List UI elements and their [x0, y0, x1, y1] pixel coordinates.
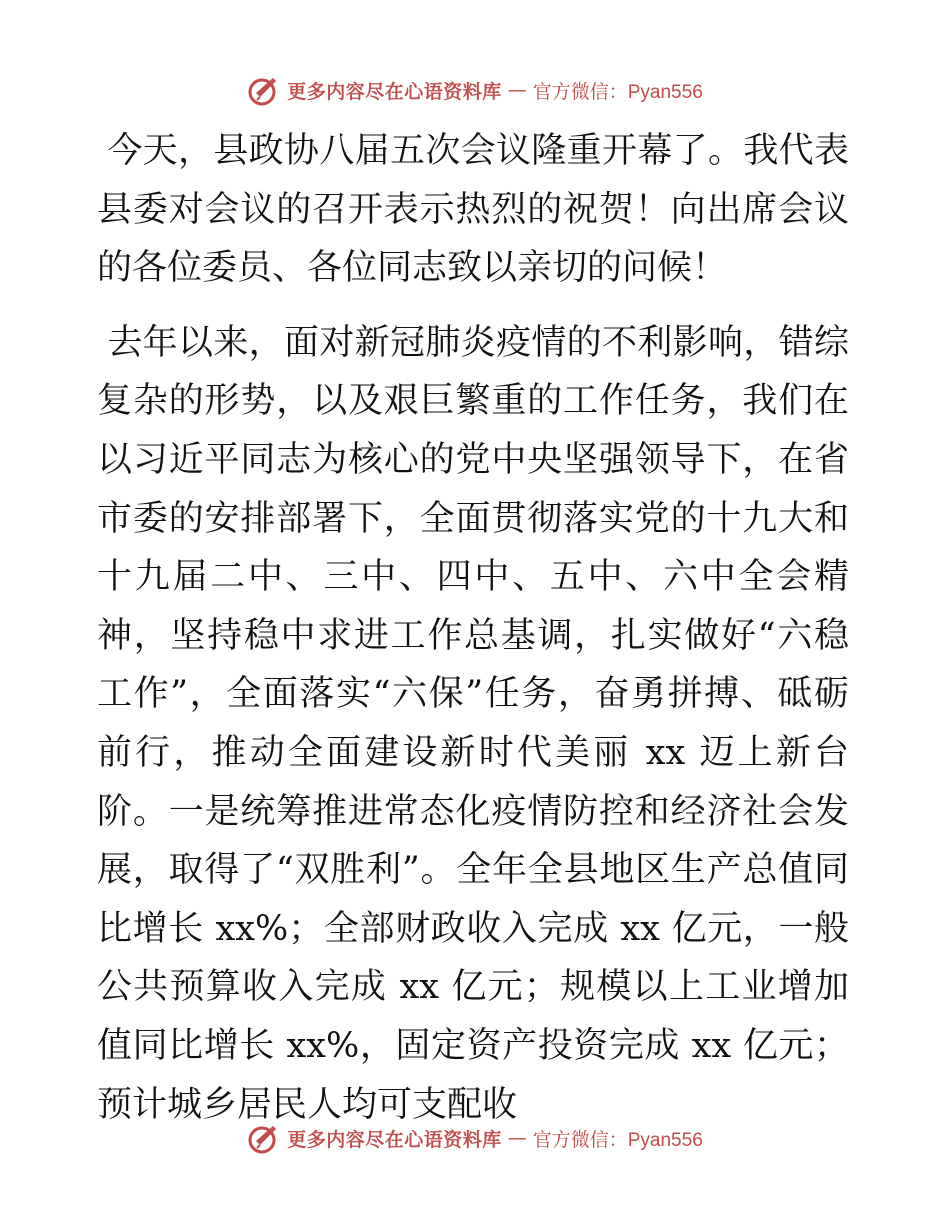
- banner-dash: —: [507, 79, 527, 101]
- banner-account: 官方微信：Pyan556: [532, 1129, 703, 1151]
- page-footer: [0, 1118, 950, 1158]
- page-header: [0, 70, 950, 110]
- banner-dash: —: [507, 1127, 527, 1149]
- quill-circle-icon: [247, 1121, 281, 1155]
- quill-circle-icon: [247, 73, 281, 107]
- document-body: [97, 122, 849, 1134]
- paragraph: [97, 122, 849, 298]
- banner-account: 官方微信：Pyan556: [532, 81, 703, 103]
- banner-text: 更多内容尽在心语资料库: [287, 80, 502, 103]
- paragraph-text: 去年以来，面对新冠肺炎疫情的不利影响，错综复杂的形势，以及艰巨繁重的工作任务，我们在以习近平同志为核心的党中央坚强领导下，在省市委的安排部署下，全面贯彻落实党的十九大和十九届二中、三中、四中、五中、六中全会精神，坚持稳中求进工作总基调，扎实做好“六稳工作”，全面落实“六保”任务，奋勇拼搏、砥砺前行，推动全面建设新时代美丽 xx 迈上新台阶。一是统筹推进常态化疫情防控和经济社会发展，取得了“双胜利”。全年全县地区生产总值同比增长 xx%；全部财政收入完成 xx 亿元，一般公共预算收入完成 xx 亿元；规模以上工业增加值同比增长 xx%，固定资产投资完成 xx 亿元；预计城乡居民人均可支配收: [97, 322, 849, 1125]
- paragraph-text: 今天，县政协八届五次会议隆重开幕了。我代表县委对会议的召开表示热烈的祝贺！向出席会议的各位委员、各位同志致以亲切的问候！: [97, 131, 849, 289]
- paragraph: [97, 314, 849, 1134]
- banner-text: 更多内容尽在心语资料库: [287, 1128, 502, 1151]
